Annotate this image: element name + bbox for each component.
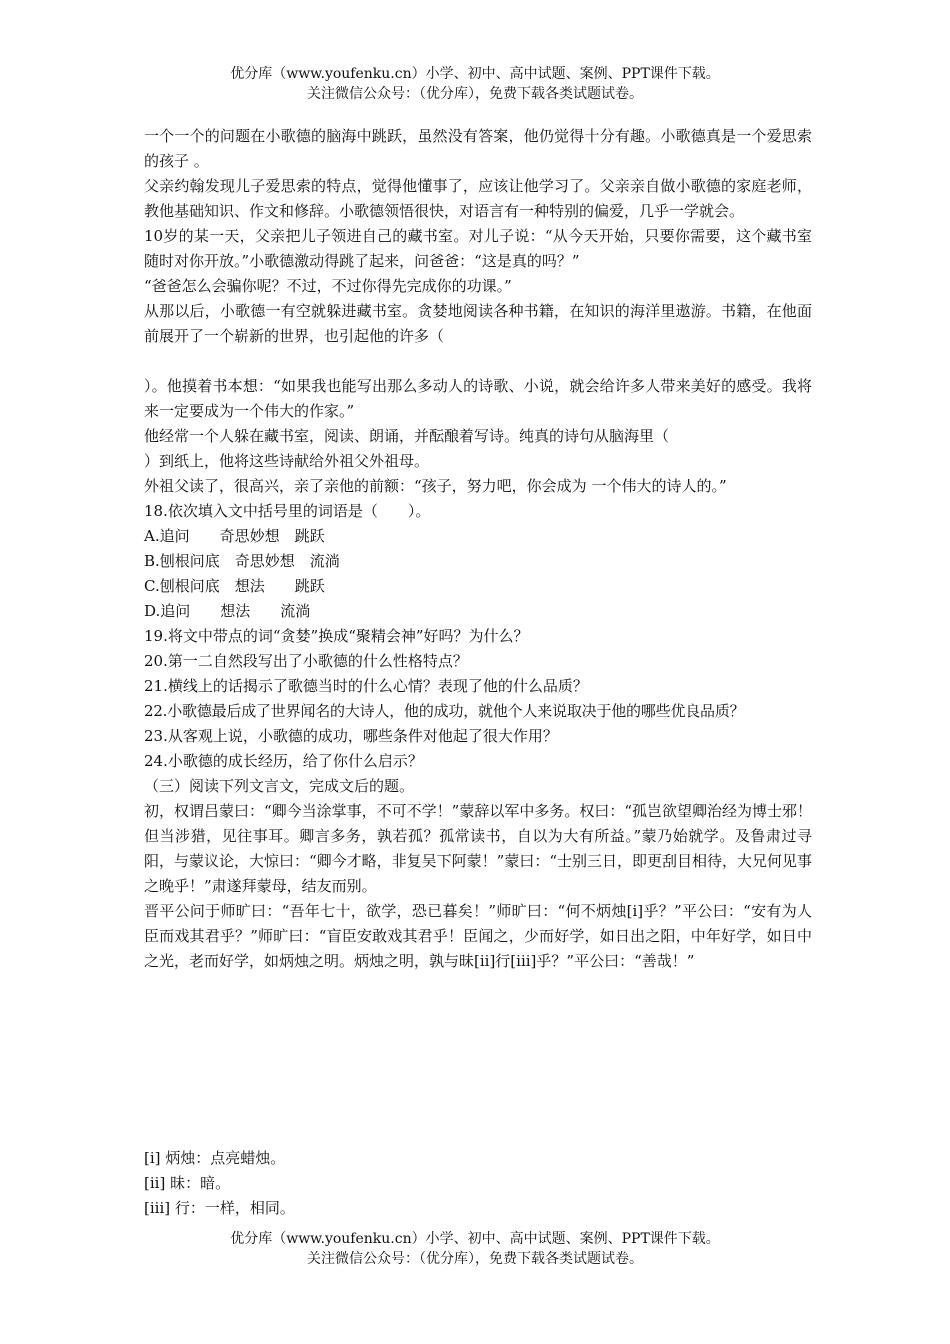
question-24: 24.小歌德的成长经历，给了你什么启示？ bbox=[144, 752, 423, 770]
option-d: D.追问 想法 流淌 bbox=[144, 602, 311, 620]
classical-text-1: 初，权谓吕蒙曰：“卿今当涂掌事，不可不学！”蒙辞以军中多务。权曰：“孤岂欲望卿治经为博士邪！但当涉猎，见往事耳。卿言多务，孰若孤？孤常读书，自以为大有所益。”蒙乃始就学。及鲁肃过寻阳，与蒙议论，大惊曰：“卿今才略，非复吴下阿蒙！”蒙曰：“士别三日，即更刮目相待，大兄何见事之晚乎！”肃遂拜蒙母，结友而别。 bbox=[144, 802, 813, 895]
passage-paragraph-2: 父亲约翰发现儿子爱思索的特点，觉得他懂事了，应该让他学习了。父亲亲自做小歌德的家庭老师，教他基础知识、作文和修辞。小歌德领悟很快，对语言有一种特别的偏爱，几乎一学就会。 bbox=[144, 177, 812, 220]
option-a: A.追问 奇思妙想 跳跃 bbox=[144, 527, 325, 545]
option-c: C.刨根问底 想法 跳跃 bbox=[144, 577, 325, 595]
page-footer bbox=[0, 1229, 950, 1269]
footer-line-1: 优分库（www.youfenku.cn）小学、初中、高中试题、案例、PPT课件下载。 bbox=[230, 1231, 720, 1247]
question-19: 19.将文中带点的词“贪婪”换成“聚精会神”好吗？为什么？ bbox=[144, 627, 529, 645]
question-22: 22.小歌德最后成了世界闻名的大诗人，他的成功，就他个人来说取决于他的哪些优良品质？ bbox=[144, 702, 745, 720]
footnote-3: [iii] 行：一样，相同。 bbox=[144, 1199, 295, 1217]
question-20: 20.第一二自然段写出了小歌德的什么性格特点？ bbox=[144, 652, 468, 670]
footnote-1: [i] 炳烛：点亮蜡烛。 bbox=[144, 1149, 286, 1167]
passage-paragraph-8: 外祖父读了，很高兴，亲了亲他的前额：“孩子，努力吧，你会成为 一个伟大的诗人的。” bbox=[144, 477, 727, 495]
passage-paragraph-7b: ）到纸上，他将这些诗献给外祖父外祖母。 bbox=[144, 452, 430, 470]
passage-paragraph-6: ）。他摸着书本想：“如果我也能写出那么多动人的诗歌、小说，就会给许多人带来美好的感受。我将来一定要成为一个伟大的作家。” bbox=[144, 377, 812, 420]
footnotes bbox=[144, 1146, 295, 1221]
footer-line-2: 关注微信公众号：（优分库），免费下载各类试题试卷。 bbox=[307, 1251, 643, 1267]
question-23: 23.从客观上说，小歌德的成功，哪些条件对他起了很大作用？ bbox=[144, 727, 558, 745]
passage-paragraph-7a: 他经常一个人躲在藏书室，阅读、朗诵，并酝酿着写诗。纯真的诗句从脑海里（ bbox=[144, 427, 670, 445]
option-b: B.刨根问底 奇思妙想 流淌 bbox=[144, 552, 340, 570]
page-header bbox=[0, 64, 950, 104]
section-3-heading: （三）阅读下列文言文，完成文后的题。 bbox=[144, 777, 415, 795]
document-body bbox=[144, 124, 812, 974]
passage-paragraph-1: 一个一个的问题在小歌德的脑海中跳跃，虽然没有答案，他仍觉得十分有趣。小歌德真是一个爱思索的孩子 。 bbox=[144, 127, 812, 170]
question-18: 18.依次填入文中括号里的词语是（ ）。 bbox=[144, 502, 431, 520]
header-line-2: 关注微信公众号：（优分库），免费下载各类试题试卷。 bbox=[307, 86, 643, 102]
passage-paragraph-4: “爸爸怎么会骗你呢？不过，不过你得先完成你的功课。” bbox=[144, 277, 512, 295]
passage-paragraph-5: 从那以后，小歌德一有空就躲进藏书室。贪婪地阅读各种书籍，在知识的海洋里遨游。书籍，在他面前展开了一个崭新的世界，也引起他的许多（ bbox=[144, 302, 812, 345]
classical-text-2: 晋平公问于师旷曰：“吾年七十，欲学，恐已暮矣！”师旷曰：“何不炳烛[i]乎？”平公曰：“安有为人臣而戏其君乎？”师旷曰：“盲臣安敢戏其君乎！臣闻之，少而好学，如日出之阳，中年好学，如日中之光，老而好学，如炳烛之明。炳烛之明，孰与昧[ii]行[iii]乎？”平公曰：“善哉！” bbox=[144, 902, 812, 970]
passage-paragraph-3: 10岁的某一天，父亲把儿子领进自己的藏书室。对儿子说：“从今天开始，只要你需要，这个藏书室随时对你开放。”小歌德激动得跳了起来，问爸爸：“这是真的吗？” bbox=[144, 227, 812, 270]
footnote-2: [ii] 昧：暗。 bbox=[144, 1174, 231, 1192]
blank-gap bbox=[144, 349, 812, 374]
question-21: 21.横线上的话揭示了歌德当时的什么心情？表现了他的什么品质？ bbox=[144, 677, 588, 695]
header-line-1: 优分库（www.youfenku.cn）小学、初中、高中试题、案例、PPT课件下载。 bbox=[230, 66, 720, 82]
